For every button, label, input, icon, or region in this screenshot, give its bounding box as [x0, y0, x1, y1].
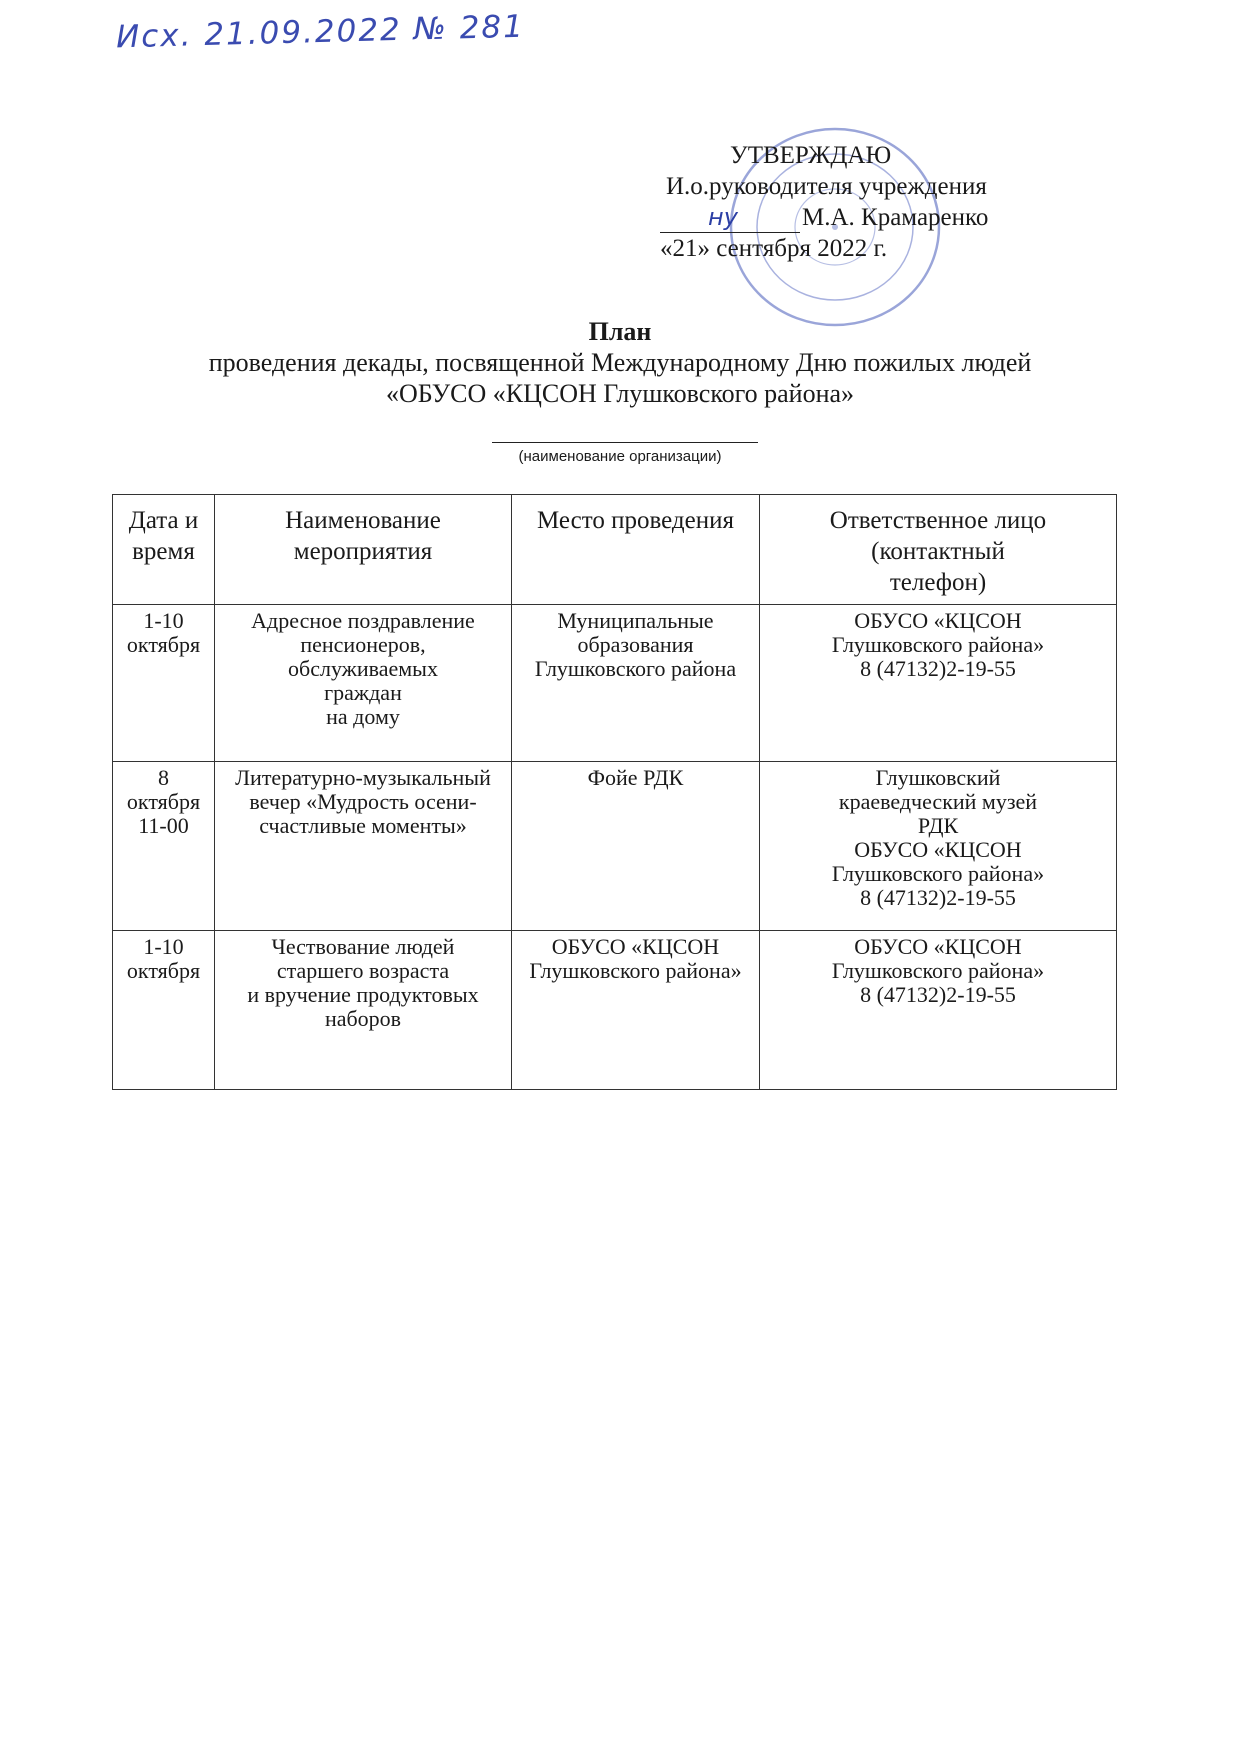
- cell-responsible: ОБУСО «КЦСОН Глушковского района» 8 (47132)2-19-55: [760, 931, 1117, 1090]
- cell-event: Адресное поздравление пенсионеров, обслуживаемых граждан на дому: [215, 605, 512, 762]
- table-row: [113, 762, 1117, 931]
- organization-name: «ОБУСО «КЦСОН Глушковского района»: [385, 379, 855, 408]
- approver-position: И.о.руководителя учреждения: [666, 173, 987, 200]
- cell-event: Чествование людей старшего возраста и вручение продуктовых наборов: [215, 931, 512, 1090]
- cell-date: 8 октября 11-00: [113, 762, 215, 931]
- table-row: [113, 605, 1117, 762]
- plan-title: План: [588, 317, 652, 346]
- approval-date: «21» сентября 2022 г.: [660, 235, 888, 262]
- header-event: Наименование мероприятия: [215, 495, 512, 605]
- handwritten-signature: ну: [708, 203, 738, 231]
- header-place: Место проведения: [512, 495, 760, 605]
- events-table: [112, 494, 1117, 1090]
- header-responsible: Ответственное лицо (контактный телефон): [760, 495, 1117, 605]
- signature-blank: [660, 203, 800, 233]
- organization-underline: [492, 442, 758, 443]
- cell-place: ОБУСО «КЦСОН Глушковского района»: [512, 931, 760, 1090]
- cell-event: Литературно-музыкальный вечер «Мудрость осени- счастливые моменты»: [215, 762, 512, 931]
- signature-line: [660, 202, 1080, 233]
- cell-responsible: ОБУСО «КЦСОН Глушковского района» 8 (47132)2-19-55: [760, 605, 1117, 762]
- header-date: Дата и время: [113, 495, 215, 605]
- cell-responsible: Глушковский краеведческий музей РДК ОБУСО «КЦСОН Глушковского района» 8 (47132)2-19-55: [760, 762, 1117, 931]
- outgoing-number-note: Исх. 21.09.2022 № 281: [115, 8, 526, 56]
- plan-subtitle: проведения декады, посвященной Международному Дню пожилых людей: [208, 348, 1032, 377]
- approval-block: [660, 140, 1080, 264]
- cell-date: 1-10 октября: [113, 931, 215, 1090]
- table-row: [113, 931, 1117, 1090]
- table-header-row: [113, 495, 1117, 605]
- organization-caption: (наименование организации): [518, 448, 722, 465]
- cell-date: 1-10 октября: [113, 605, 215, 762]
- cell-place: Фойе РДК: [512, 762, 760, 931]
- document-heading: [0, 316, 1240, 409]
- cell-place: Муниципальные образования Глушковского района: [512, 605, 760, 762]
- signer-name: М.А. Крамаренко: [802, 204, 989, 231]
- approval-title: УТВЕРЖДАЮ: [730, 142, 892, 169]
